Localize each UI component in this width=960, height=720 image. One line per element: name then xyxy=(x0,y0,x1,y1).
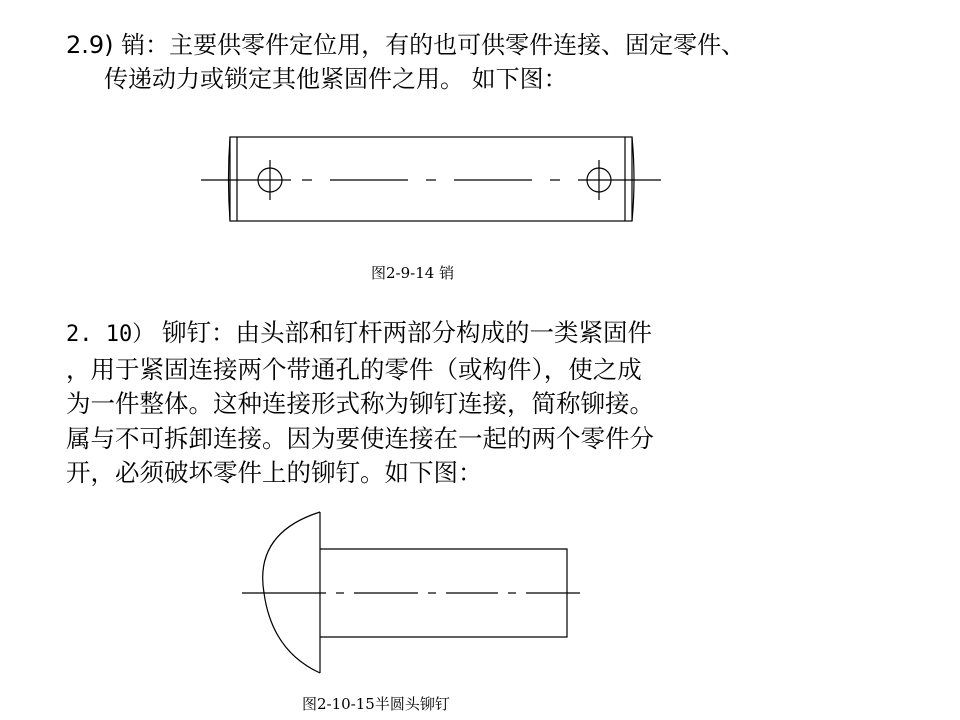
rivet-text-line-5: 开，必须破坏零件上的铆钉。如下图： xyxy=(66,458,483,487)
pin-drawing xyxy=(196,128,666,230)
pin-body-outline xyxy=(230,137,632,221)
rivet-figure-caption: 图2-10-15半圆头铆钉 xyxy=(302,695,450,713)
pin-description xyxy=(66,28,745,96)
pin-figure-caption: 图2-9-14 销 xyxy=(371,264,455,282)
rivet-description xyxy=(66,316,654,491)
rivet-text-line-1-rest: 铆钉：由头部和钉杆两部分构成的一类紧固件 xyxy=(154,318,653,347)
rivet-text-line-1 xyxy=(66,316,654,353)
rivet-drawing xyxy=(236,505,586,680)
pin-text-line-2: 传递动力或锁定其他紧固件之用。 如下图： xyxy=(104,65,568,93)
rivet-text-line-2: ，用于紧固连接两个带通孔的零件（或构件），使之成 xyxy=(66,354,642,384)
pin-text-line-1: 2.9) 销：主要供零件定位用，有的也可供零件连接、固定零件、 xyxy=(66,31,746,59)
rivet-heading-number: 2. 10） xyxy=(66,322,155,347)
rivet-text-line-4: 属与不可拆卸连接。因为要使连接在一起的两个零件分 xyxy=(66,423,654,453)
rivet-text-line-3: 为一件整体。这种连接形式称为铆钉连接，简称铆接。 xyxy=(66,389,654,418)
